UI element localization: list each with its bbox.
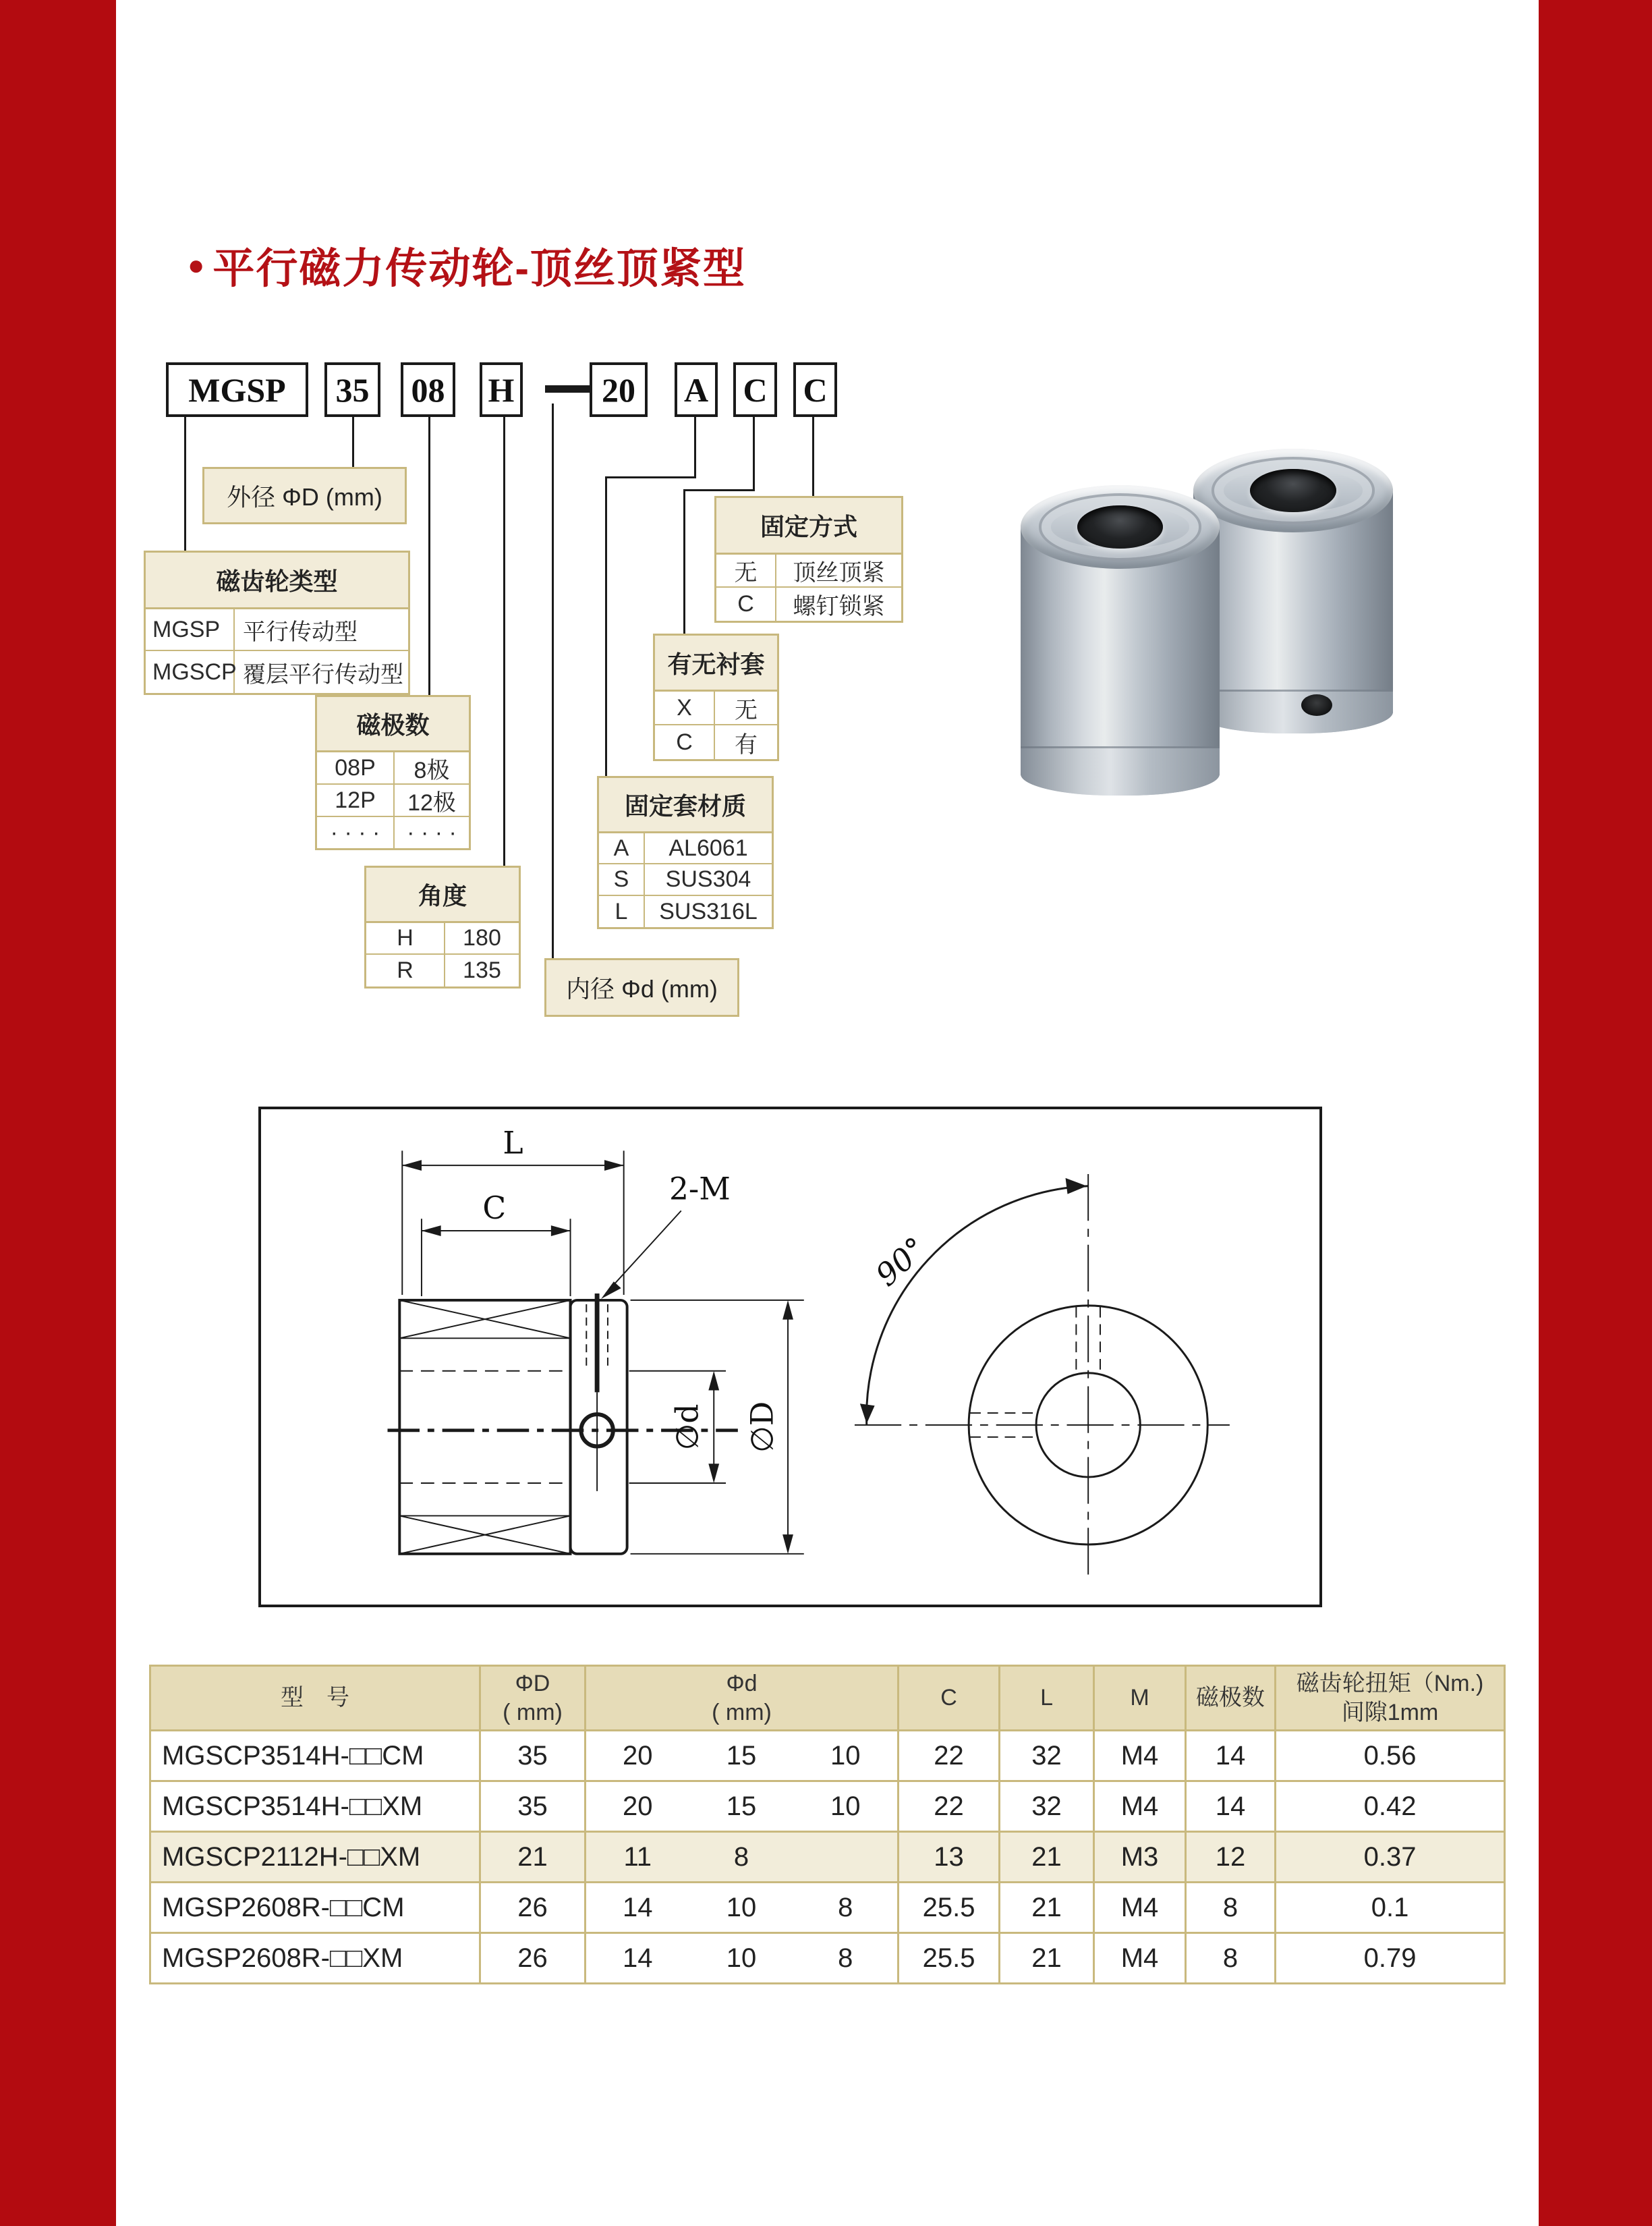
callout-code: L <box>599 896 645 927</box>
callout-code: · · · · <box>317 817 395 848</box>
cell-c: 22 <box>899 1781 1000 1832</box>
callout-title: 固定套材质 <box>599 778 772 833</box>
cell-id3: 10 <box>794 1731 899 1781</box>
callout-desc: 180 <box>463 925 501 951</box>
header-torque <box>1276 1666 1505 1731</box>
callout-bushing <box>653 634 779 761</box>
cylinder-top-face <box>1193 449 1393 532</box>
cell-model: MGSP2608R-□□CM <box>150 1883 480 1933</box>
dimension-drawing <box>261 1109 1319 1605</box>
code-box-material: A <box>675 362 718 417</box>
code-dash <box>545 385 590 393</box>
label-L: L <box>503 1125 523 1161</box>
callout-title: 有无衬套 <box>655 636 777 692</box>
code-box-outer-dia: 35 <box>324 362 380 417</box>
bore-hole <box>1077 505 1163 549</box>
cell-id2: 10 <box>689 1933 794 1984</box>
callout-code: MGSP <box>146 609 235 650</box>
cell-model: MGSCP2112H-□□XM <box>150 1832 480 1883</box>
header-outer-dia <box>480 1666 586 1731</box>
cell-id2: 15 <box>689 1781 794 1832</box>
cell-c: 13 <box>899 1832 1000 1883</box>
dimension-drawing-panel <box>258 1107 1322 1607</box>
callout-desc: 顶丝顶紧 <box>793 560 885 586</box>
callout-title: 固定方式 <box>716 498 901 555</box>
header-model: 型 号 <box>150 1666 480 1731</box>
callout-desc: 螺钉锁紧 <box>793 594 885 619</box>
callout-gear-type <box>144 551 410 695</box>
callout-title: 磁极数 <box>317 697 469 752</box>
table-row <box>150 1781 1505 1832</box>
bullet-icon: ● <box>188 248 206 281</box>
table-header-row <box>150 1666 1505 1731</box>
callout-desc: 覆层平行传动型 <box>243 661 403 688</box>
callout-desc: AL6061 <box>668 835 748 861</box>
callout-desc: 平行传动型 <box>243 619 358 645</box>
connector-line <box>352 417 354 468</box>
cell-torque: 0.42 <box>1276 1781 1505 1832</box>
set-screw-hole <box>1301 694 1332 716</box>
connector-line <box>605 476 607 777</box>
cell-m: M3 <box>1094 1832 1186 1883</box>
header-line: 间隙1mm <box>1341 1699 1439 1725</box>
callout-code: X <box>655 692 715 724</box>
callout-desc: 12极 <box>407 789 456 816</box>
cell-id1: 20 <box>586 1781 689 1832</box>
cell-od: 26 <box>480 1933 586 1984</box>
callout-code: 无 <box>716 555 776 586</box>
code-box-bushing: C <box>733 362 777 417</box>
code-box-series: MGSP <box>166 362 308 417</box>
cell-poles: 14 <box>1186 1781 1276 1832</box>
label-outer-dia: ∅D <box>744 1401 780 1453</box>
callout-sleeve-material <box>597 776 774 929</box>
callout-title: 角度 <box>366 868 519 923</box>
cell-id3: 10 <box>794 1781 899 1832</box>
label-2M: 2-M <box>668 1171 731 1207</box>
label-inner-dia: ∅d <box>669 1403 706 1451</box>
table-row <box>150 1731 1505 1781</box>
cell-m: M4 <box>1094 1883 1186 1933</box>
callout-desc: 135 <box>463 957 501 983</box>
header-line: ( mm) <box>503 1699 563 1725</box>
callout-poles <box>315 695 471 850</box>
callout-desc: SUS316L <box>659 898 758 924</box>
table-row <box>150 1832 1505 1883</box>
connector-line <box>184 417 186 552</box>
connector-line <box>812 417 814 498</box>
connector-line <box>694 417 696 478</box>
label-90deg: 90° <box>869 1230 934 1293</box>
cell-poles: 14 <box>1186 1731 1276 1781</box>
cell-od: 21 <box>480 1832 586 1883</box>
page-title-text: 平行磁力传动轮-顶丝顶紧型 <box>212 246 747 292</box>
callout-desc: 8极 <box>414 757 450 783</box>
callout-code: H <box>366 923 445 953</box>
page-title <box>188 235 746 295</box>
cell-l: 21 <box>1000 1883 1094 1933</box>
cell-l: 32 <box>1000 1781 1094 1832</box>
cell-m: M4 <box>1094 1933 1186 1984</box>
header-line: ( mm) <box>712 1699 772 1725</box>
code-box-fixing: C <box>793 362 837 417</box>
cell-l: 21 <box>1000 1933 1094 1984</box>
cell-torque: 0.1 <box>1276 1883 1505 1933</box>
callout-code: 08P <box>317 752 395 783</box>
table-row <box>150 1933 1505 1984</box>
connector-line <box>552 404 554 959</box>
label-C: C <box>482 1190 507 1227</box>
cell-id2: 10 <box>689 1883 794 1933</box>
cylinder-base <box>1021 746 1220 796</box>
cell-id3: 8 <box>794 1933 899 1984</box>
right-red-band <box>1539 0 1652 2226</box>
cell-model: MGSP2608R-□□XM <box>150 1933 480 1984</box>
callout-code: 12P <box>317 785 395 816</box>
left-red-band <box>0 0 116 2226</box>
cell-torque: 0.79 <box>1276 1933 1505 1984</box>
cell-m: M4 <box>1094 1731 1186 1781</box>
connector-line <box>503 417 505 867</box>
callout-code: R <box>366 955 445 986</box>
header-line: Φd <box>726 1671 758 1696</box>
header-inner-dia <box>586 1666 899 1731</box>
spec-table <box>149 1665 1506 1984</box>
callout-title: 磁齿轮类型 <box>146 553 408 609</box>
cell-poles: 8 <box>1186 1883 1276 1933</box>
callout-code: S <box>599 864 645 895</box>
cell-poles: 12 <box>1186 1832 1276 1883</box>
cell-id1: 11 <box>586 1832 689 1883</box>
cell-c: 25.5 <box>899 1933 1000 1984</box>
cell-od: 35 <box>480 1781 586 1832</box>
header-l: L <box>1000 1666 1094 1731</box>
code-box-angle: H <box>480 362 523 417</box>
cell-l: 32 <box>1000 1731 1094 1781</box>
callout-inner-diameter: 内径 Φd (mm) <box>544 958 739 1017</box>
cell-poles: 8 <box>1186 1933 1276 1984</box>
product-photo <box>965 432 1410 810</box>
cell-l: 21 <box>1000 1832 1094 1883</box>
cell-od: 35 <box>480 1731 586 1781</box>
cell-m: M4 <box>1094 1781 1186 1832</box>
connector-line <box>683 489 755 491</box>
callout-outer-diameter: 外径 ΦD (mm) <box>202 467 407 524</box>
callout-angle <box>364 866 521 989</box>
magnetic-wheel-back <box>1193 449 1393 733</box>
cell-id1: 14 <box>586 1883 689 1933</box>
code-box-poles: 08 <box>401 362 455 417</box>
callout-code: MGSCP <box>146 651 235 693</box>
cell-c: 25.5 <box>899 1883 1000 1933</box>
header-line: 磁齿轮扭矩（Nm.) <box>1296 1671 1484 1696</box>
callout-desc: 有 <box>735 731 758 758</box>
connector-line <box>428 417 430 696</box>
callout-desc: 无 <box>735 697 758 723</box>
cell-id2: 8 <box>689 1832 794 1883</box>
cell-id3: 8 <box>794 1883 899 1933</box>
callout-fixing <box>714 496 903 623</box>
cell-id1: 14 <box>586 1933 689 1984</box>
connector-line <box>605 476 696 478</box>
cell-id1: 20 <box>586 1731 689 1781</box>
cell-id2: 15 <box>689 1731 794 1781</box>
header-c: C <box>899 1666 1000 1731</box>
cylinder-top-face <box>1021 485 1220 569</box>
cell-torque: 0.56 <box>1276 1731 1505 1781</box>
callout-code: C <box>655 725 715 759</box>
header-poles: 磁极数 <box>1186 1666 1276 1731</box>
connector-line <box>753 417 755 491</box>
code-box-inner-dia: 20 <box>590 362 648 417</box>
header-line: ΦD <box>515 1671 550 1696</box>
callout-code: A <box>599 833 645 863</box>
table-row <box>150 1883 1505 1933</box>
bore-hole <box>1250 469 1336 512</box>
cylinder-base <box>1193 690 1393 733</box>
cell-model: MGSCP3514H-□□CM <box>150 1731 480 1781</box>
cell-torque: 0.37 <box>1276 1832 1505 1883</box>
callout-code: C <box>716 588 776 621</box>
callout-desc: · · · · <box>407 819 457 845</box>
cell-od: 26 <box>480 1883 586 1933</box>
cell-id3 <box>794 1832 899 1883</box>
cell-c: 22 <box>899 1731 1000 1781</box>
connector-line <box>683 489 685 635</box>
magnetic-wheel-front <box>1021 485 1220 796</box>
header-m: M <box>1094 1666 1186 1731</box>
callout-desc: SUS304 <box>665 866 751 892</box>
cell-model: MGSCP3514H-□□XM <box>150 1781 480 1832</box>
